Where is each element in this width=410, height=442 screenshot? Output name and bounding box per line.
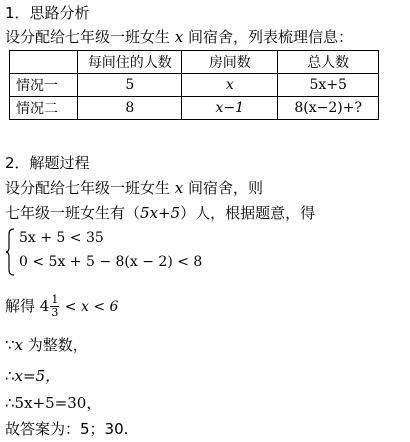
table-header-cell	[10, 51, 78, 74]
table-row-label: 情况二	[10, 97, 78, 120]
inequality-2: 0 < 5x + 5 − 8(x − 2) < 8	[19, 254, 203, 270]
table-header-row	[10, 51, 379, 74]
table-cell-per-room: 5	[78, 74, 182, 97]
table-header-cell: 总人数	[278, 51, 379, 74]
line1-variable: x	[174, 179, 184, 197]
solve-prefix: 解得	[5, 297, 36, 315]
table-cell-total: 8(x−2)+?	[278, 97, 379, 120]
section2-line1	[5, 178, 263, 198]
line1-suffix: 间宿舍，则	[183, 179, 264, 197]
table-cell-rooms: x	[182, 74, 278, 97]
table-cell-total: 5x+5	[278, 74, 379, 97]
solve-suffix: < x < 6	[60, 299, 119, 315]
intro-suffix: 间宿舍，列表梳理信息：	[183, 28, 354, 46]
because-line	[5, 335, 88, 355]
because-symbol: ∵	[5, 336, 15, 354]
intro-prefix: 设分配给七年级一班女生	[5, 28, 175, 46]
line2-prefix: 七年级一班女生有（	[5, 204, 141, 222]
line2-suffix: ）人，根据题意，得	[180, 204, 316, 222]
fraction-denominator: 3	[51, 306, 59, 319]
info-table	[9, 50, 379, 120]
table-row	[10, 97, 379, 120]
therefore-text: x=5，	[14, 367, 61, 385]
section2-line2	[5, 203, 315, 223]
left-brace-icon	[5, 228, 15, 276]
answer-line: 故答案为：5；30.	[5, 420, 129, 438]
table-cell-per-room: 8	[78, 97, 182, 120]
table-header-cell: 房间数	[182, 51, 278, 74]
table-row-label: 情况一	[10, 74, 78, 97]
table-cell-rooms: x−1	[182, 97, 278, 120]
solve-result	[5, 292, 118, 321]
table-row	[10, 74, 379, 97]
therefore-symbol: ∴	[5, 367, 15, 385]
table-header-cell: 每间住的人数	[78, 51, 182, 74]
solve-whole: 4	[39, 297, 50, 315]
section1-intro	[5, 27, 353, 47]
intro-variable: x	[174, 28, 184, 46]
section1-heading: 1．思路分析	[5, 4, 90, 22]
inequality-1: 5x + 5 < 35	[19, 230, 104, 246]
because-variable: x	[14, 336, 24, 354]
line1-prefix: 设分配给七年级一班女生	[5, 179, 175, 197]
therefore-line-2	[5, 393, 101, 413]
line2-expression: 5x+5	[140, 204, 181, 222]
fraction-numerator: 1	[51, 293, 59, 306]
therefore-line-1	[5, 366, 60, 386]
therefore-symbol: ∴	[5, 394, 15, 412]
therefore-text: 5x+5=30，	[14, 394, 102, 412]
solve-fraction	[50, 294, 59, 319]
section2-heading: 2．解题过程	[5, 154, 90, 172]
because-text: 为整数，	[23, 336, 88, 354]
